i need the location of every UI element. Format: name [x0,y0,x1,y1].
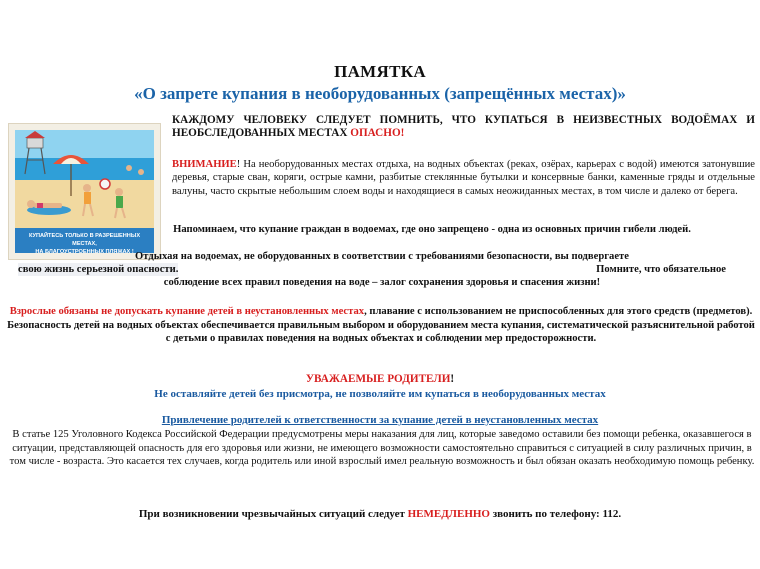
warning-paragraph [172,114,755,140]
safety-rules-line2b: Помните, что обязательное [596,264,726,275]
memo-title: ПАМЯТКА [334,62,426,81]
memo-subtitle: «О запрете купания в необорудованных (запрещённых местах)» [134,84,626,103]
emergency-suffix: звонить по телефону: 112. [492,508,622,520]
safety-rules-line3: соблюдение всех правил поведения на воде – залог сохранения здоровья и спасения жизни! [163,277,601,288]
safety-rules-line1: Отдыхая на водоемах, не оборудованных в соответствии с требованиями безопасности, вы подвергаете [135,251,629,262]
adults-text: , плавание с использованием не приспособленных для этого средств (предметов). Безопасность детей на водных объектах обеспечивается правильным выбором и оборудованием места купания, систематической разъяснительной работой с детьми о правилах поведения на водных объектах и соблюдении мер предосторожности. [7,306,755,345]
emergency-highlight: НЕМЕДЛЕННО [407,508,490,520]
parents-heading [0,373,760,385]
emergency-line [0,508,760,520]
adults-red-text: Взрослые обязаны не допускать купание детей в неустановленных местах [9,306,365,317]
safety-rules-paragraph [12,250,752,289]
attention-label: ВНИМАНИЕ [172,159,237,170]
adults-paragraph [6,305,756,346]
attention-text: ! На необорудованных местах отдыха, на водных объектах (реках, озёрах, карьерах с водой) имеются затонувшие деревья, старые сван, коряги, острые камни, разбитые стеклянные бутылки и консервные банки, каменные гряды и отдельные валуны, часто скрытые небольшим слоем воды и находящиеся в самых неожиданных местах, в том числе и далеко от берега. [172,159,755,197]
responsibility-heading: Привлечение родителей к ответственности за купание детей в неустановленных местах [161,414,599,426]
illustration-caption-line1: КУПАЙТЕСЬ ТОЛЬКО В РАЗРЕШЕННЫХ МЕСТАХ, [28,233,141,247]
warning-text: КАЖДОМУ ЧЕЛОВЕКУ СЛЕДУЕТ ПОМНИТЬ, ЧТО КУПАТЬСЯ В НЕИЗВЕСТНЫХ ВОДОЁМАХ И НЕОБСЛЕДОВАННЫХ МЕСТАХ [172,114,755,139]
attention-paragraph [172,158,755,198]
responsibility-text: В статье 125 Уголовного Кодекса Российской Федерации предусмотрены меры наказания для лиц, которые заведомо оставили без помощи ребенка, оказавшегося в ситуации, представляющей опасность для его здоровья или жизни, не имеющего возможности самостоятельно справиться с ситуацией в силу различных причин, в том числе - возраста. Это касается тех случаев, когда родитель или иной взрослый имел реальную возможность и был обязан оказать необходимую помощь ребенку. [9,429,755,468]
illustration-caption-line2: НА БЛАГОУСТРОЕННЫХ ПЛЯЖАХ ! [35,249,134,255]
parents-heading-text: УВАЖАЕМЫЕ РОДИТЕЛИ [305,373,451,385]
emergency-prefix: При возникновении чрезвычайных ситуаций следует [138,508,405,520]
beach-illustration [8,123,161,260]
safety-rules-line2: свою жизнь серьезной опасности. [18,264,179,275]
reminder-paragraph: Напоминаем, что купание граждан в водоемах, где оно запрещено - одна из основных причин гибели людей. [173,224,691,235]
parents-warning: Не оставляйте детей без присмотра, не позволяйте им купаться в необорудованных местах [154,388,606,400]
danger-word: ОПАСНО! [350,127,405,139]
parents-heading-mark: ! [450,373,455,385]
